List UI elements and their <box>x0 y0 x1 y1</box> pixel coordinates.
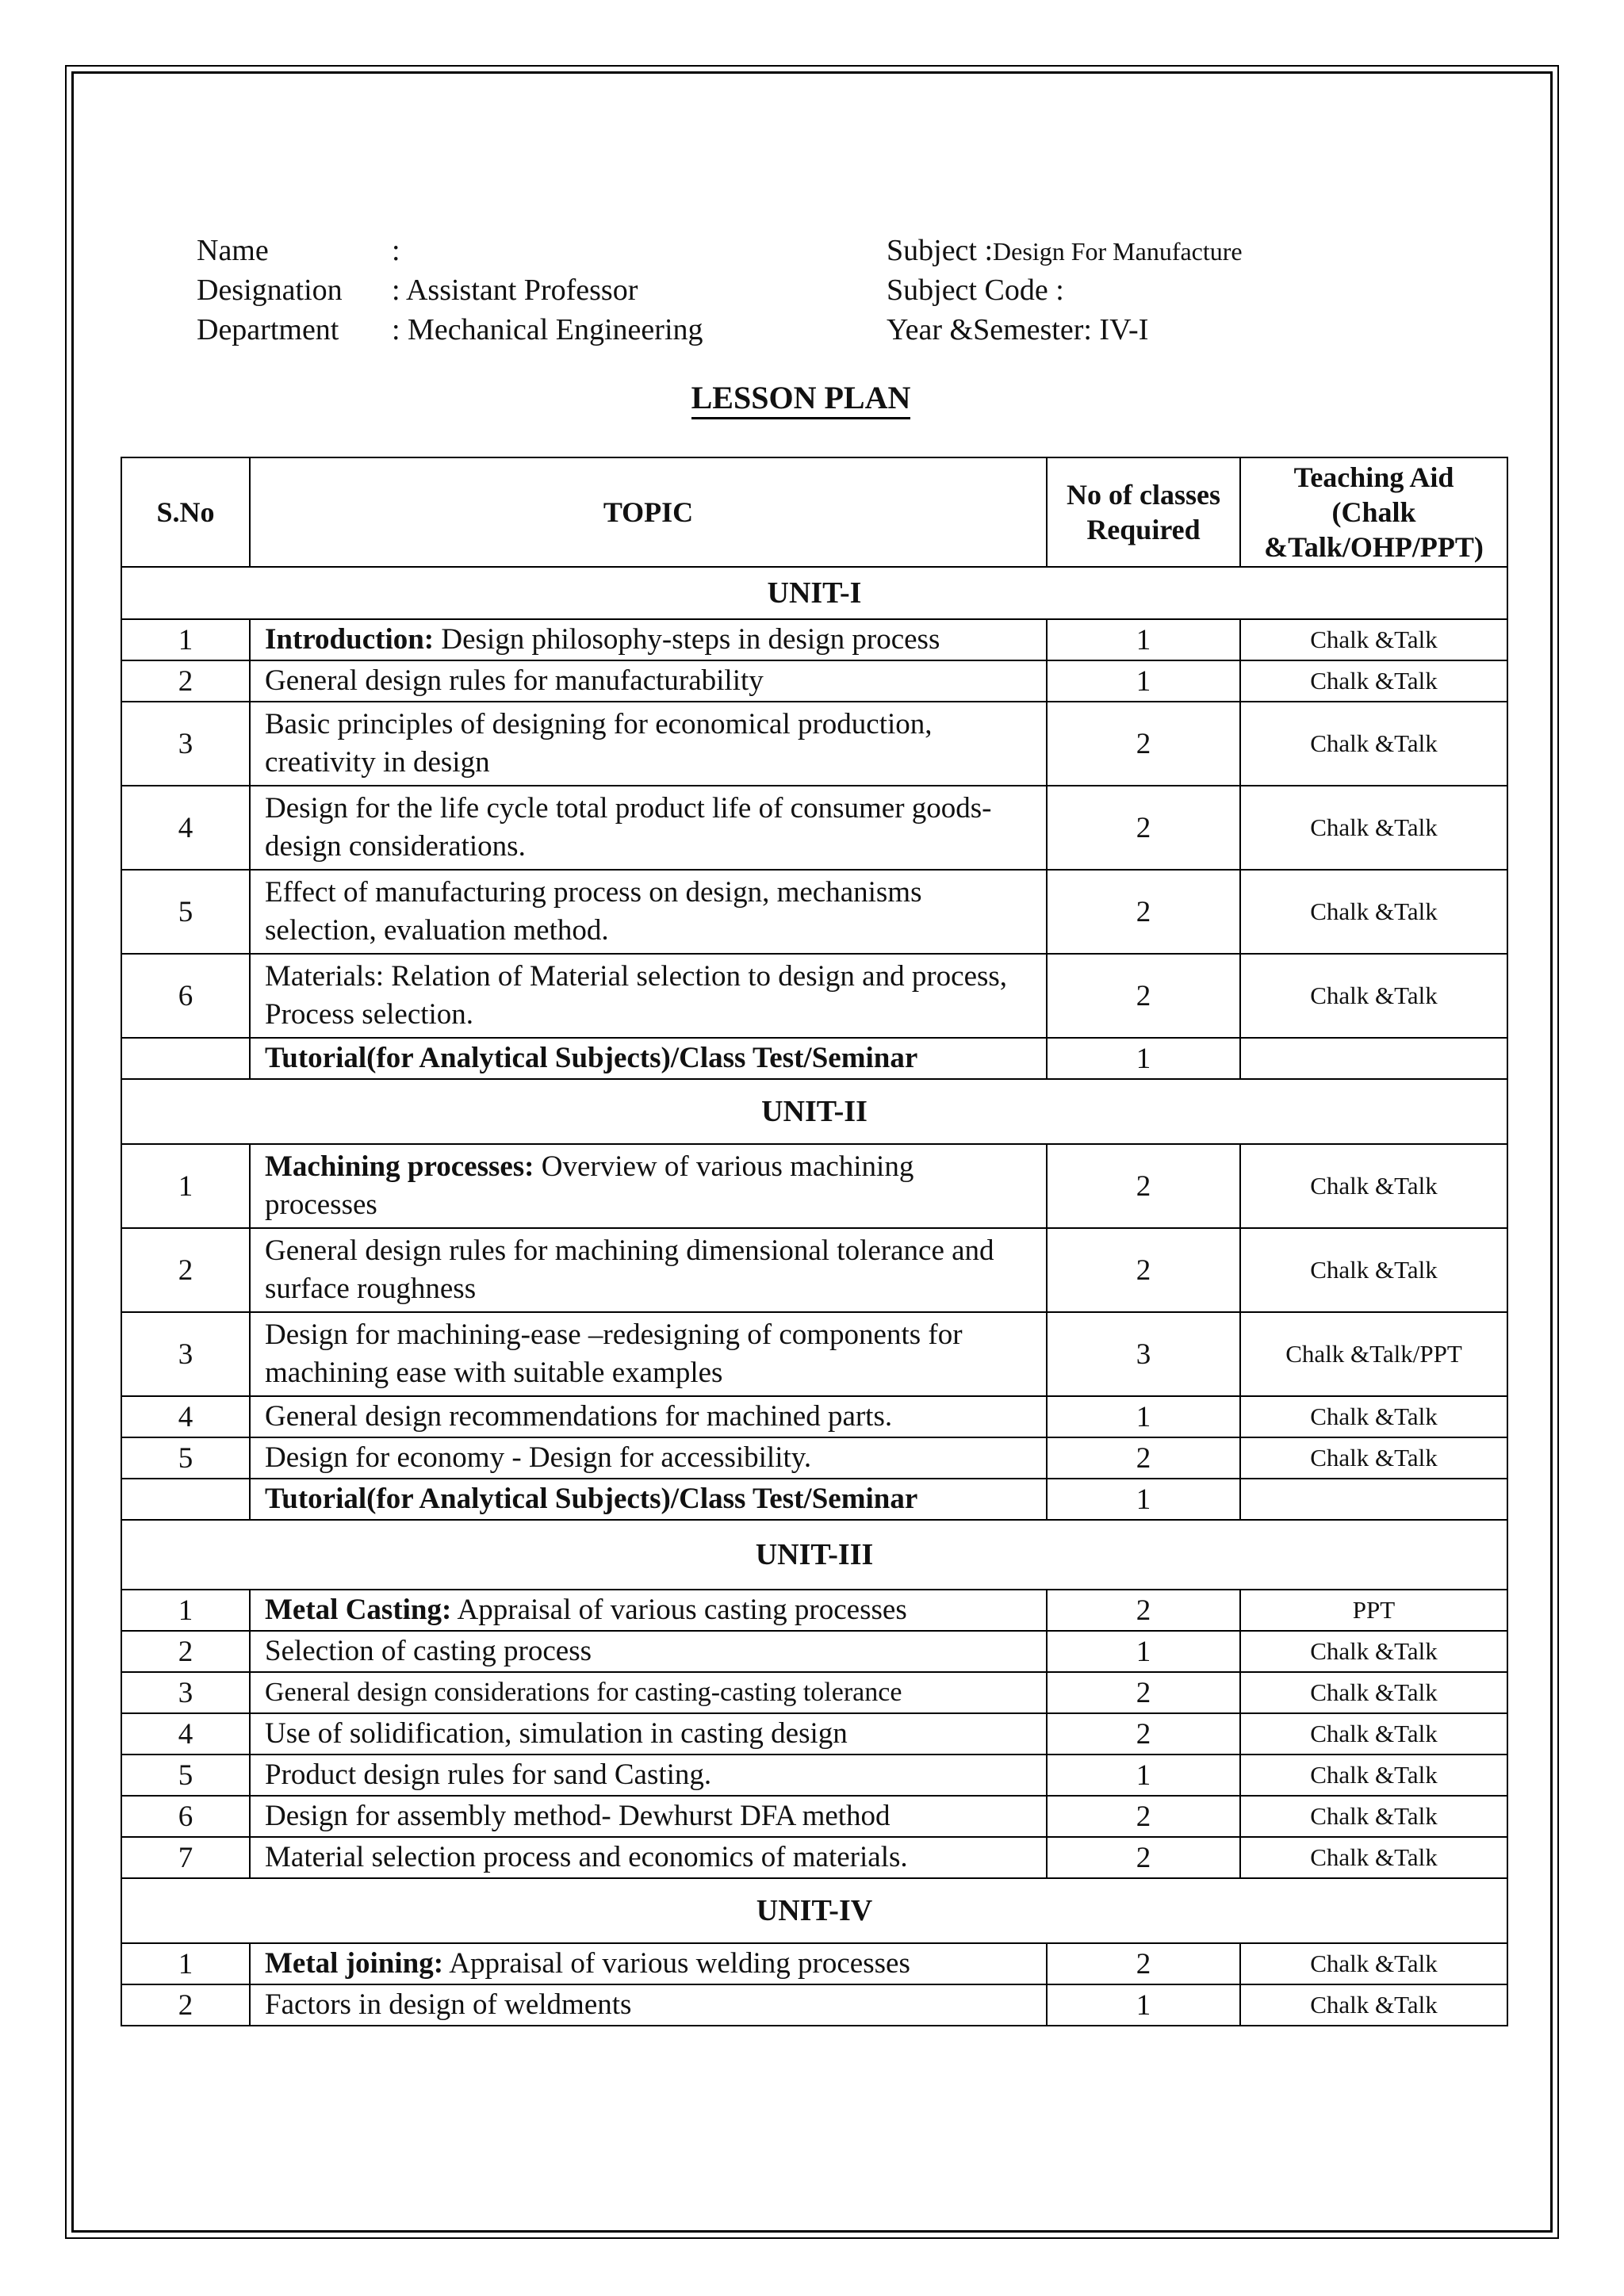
designation-label: Designation <box>197 274 343 307</box>
cell-classes: 3 <box>1047 1312 1240 1396</box>
cell-aid: Chalk &Talk <box>1240 1796 1507 1837</box>
table-row <box>121 1755 1507 1796</box>
cell-topic: Design for the life cycle total product life of consumer goods-design considerations. <box>250 786 1047 870</box>
table-row <box>121 1312 1507 1396</box>
cell-sno: 5 <box>121 870 250 954</box>
table-row <box>121 1713 1507 1755</box>
cell-aid: PPT <box>1240 1590 1507 1631</box>
cell-sno: 3 <box>121 1672 250 1713</box>
cell-sno: 2 <box>121 1984 250 2026</box>
department-label: Department <box>197 313 339 346</box>
cell-aid: Chalk &Talk <box>1240 660 1507 702</box>
unit-row <box>121 1878 1507 1943</box>
cell-topic: Design for economy - Design for accessibility. <box>250 1437 1047 1479</box>
cell-aid: Chalk &Talk <box>1240 1837 1507 1878</box>
cell-topic: Tutorial(for Analytical Subjects)/Class Test/Seminar <box>250 1479 1047 1520</box>
cell-sno: 4 <box>121 786 250 870</box>
table-row <box>121 1837 1507 1878</box>
name-label: Name <box>197 234 269 267</box>
tutorial-row <box>121 1038 1507 1079</box>
cell-classes: 2 <box>1047 786 1240 870</box>
cell-aid: Chalk &Talk <box>1240 1144 1507 1228</box>
cell-topic: Materials: Relation of Material selection to design and process, Process selection. <box>250 954 1047 1038</box>
name-value: : <box>392 234 400 267</box>
cell-classes: 1 <box>1047 1631 1240 1672</box>
cell-aid: Chalk &Talk <box>1240 1228 1507 1312</box>
topic-heading: Metal Casting: <box>265 1594 452 1626</box>
cell-classes: 1 <box>1047 660 1240 702</box>
cell-aid: Chalk &Talk <box>1240 1713 1507 1755</box>
table-row <box>121 1144 1507 1228</box>
topic-heading: Introduction: <box>265 623 435 656</box>
tutorial-row <box>121 1479 1507 1520</box>
cell-aid: Chalk &Talk <box>1240 702 1507 786</box>
topic-text: Appraisal of various casting processes <box>451 1594 907 1626</box>
cell-classes: 2 <box>1047 1943 1240 1984</box>
designation-value: : Assistant Professor <box>392 274 638 307</box>
cell-aid: Chalk &Talk <box>1240 786 1507 870</box>
header-right <box>887 230 1243 349</box>
table-row <box>121 1631 1507 1672</box>
cell-sno: 1 <box>121 1144 250 1228</box>
column-header-aid: Teaching Aid (Chalk &Talk/OHP/PPT) <box>1240 457 1507 567</box>
table-row <box>121 1437 1507 1479</box>
cell-topic <box>250 1144 1047 1228</box>
cell-topic: Factors in design of weldments <box>250 1984 1047 2026</box>
cell-topic <box>250 1590 1047 1631</box>
table-row <box>121 1943 1507 1984</box>
cell-classes: 2 <box>1047 1713 1240 1755</box>
subject-label: Subject : <box>887 234 994 267</box>
cell-classes: 2 <box>1047 954 1240 1038</box>
cell-classes: 2 <box>1047 1437 1240 1479</box>
page-title: LESSON PLAN <box>0 379 1602 416</box>
cell-sno: 2 <box>121 1631 250 1672</box>
cell-classes: 1 <box>1047 619 1240 660</box>
cell-classes: 2 <box>1047 1590 1240 1631</box>
column-header-sno: S.No <box>121 457 250 567</box>
table-row <box>121 660 1507 702</box>
cell-sno: 5 <box>121 1755 250 1796</box>
cell-topic: Product design rules for sand Casting. <box>250 1755 1047 1796</box>
cell-sno: 3 <box>121 702 250 786</box>
cell-sno: 2 <box>121 1228 250 1312</box>
cell-topic: Use of solidification, simulation in casting design <box>250 1713 1047 1755</box>
cell-sno: 1 <box>121 1943 250 1984</box>
cell-classes: 2 <box>1047 702 1240 786</box>
cell-topic: Design for machining-ease –redesigning of components for machining ease with suitable examples <box>250 1312 1047 1396</box>
topic-text: Design philosophy-steps in design process <box>434 623 940 656</box>
cell-classes: 2 <box>1047 1144 1240 1228</box>
table-row <box>121 1984 1507 2026</box>
topic-heading: Metal joining: <box>265 1947 444 1980</box>
cell-classes: 2 <box>1047 870 1240 954</box>
cell-topic: General design recommendations for machined parts. <box>250 1396 1047 1437</box>
year-semester-label: Year &Semester: IV-I <box>887 313 1149 346</box>
cell-topic <box>250 1943 1047 1984</box>
table-row <box>121 870 1507 954</box>
cell-sno: 2 <box>121 660 250 702</box>
unit-row <box>121 567 1507 619</box>
cell-aid: Chalk &Talk <box>1240 954 1507 1038</box>
cell-classes: 1 <box>1047 1479 1240 1520</box>
cell-topic: General design rules for manufacturability <box>250 660 1047 702</box>
cell-topic: General design rules for machining dimensional tolerance and surface roughness <box>250 1228 1047 1312</box>
topic-text: Overview of various machining processes <box>265 1150 914 1221</box>
table-row <box>121 954 1507 1038</box>
table-row <box>121 1672 1507 1713</box>
cell-topic: General design considerations for casting-casting tolerance <box>250 1672 1047 1713</box>
cell-sno: 7 <box>121 1837 250 1878</box>
cell-classes: 2 <box>1047 1228 1240 1312</box>
cell-classes: 1 <box>1047 1396 1240 1437</box>
unit-label: UNIT-II <box>121 1079 1507 1144</box>
cell-aid: Chalk &Talk <box>1240 1672 1507 1713</box>
cell-topic: Design for assembly method- Dewhurst DFA method <box>250 1796 1047 1837</box>
cell-classes: 1 <box>1047 1755 1240 1796</box>
cell-sno: 6 <box>121 954 250 1038</box>
cell-aid: Chalk &Talk <box>1240 1396 1507 1437</box>
cell-sno <box>121 1038 250 1079</box>
unit-label: UNIT-IV <box>121 1878 1507 1943</box>
cell-aid: Chalk &Talk <box>1240 1943 1507 1984</box>
cell-sno: 1 <box>121 1590 250 1631</box>
cell-sno: 1 <box>121 619 250 660</box>
subject-value: Design For Manufacture <box>993 237 1243 266</box>
table-row <box>121 619 1507 660</box>
header-values-left <box>392 230 703 349</box>
cell-classes: 2 <box>1047 1672 1240 1713</box>
cell-topic: Material selection process and economics of materials. <box>250 1837 1047 1878</box>
cell-aid: Chalk &Talk <box>1240 1437 1507 1479</box>
unit-row <box>121 1079 1507 1144</box>
cell-classes: 1 <box>1047 1038 1240 1079</box>
topic-text: Appraisal of various welding processes <box>443 1947 910 1980</box>
cell-aid: Chalk &Talk <box>1240 1984 1507 2026</box>
lesson-plan-table <box>121 457 1508 2026</box>
table-row <box>121 1228 1507 1312</box>
cell-topic: Effect of manufacturing process on design, mechanisms selection, evaluation method. <box>250 870 1047 954</box>
subject-line <box>887 230 1243 270</box>
cell-topic: Basic principles of designing for economical production, creativity in design <box>250 702 1047 786</box>
cell-aid <box>1240 1038 1507 1079</box>
topic-heading: Machining processes: <box>265 1150 534 1183</box>
header-labels-left <box>197 230 343 349</box>
cell-aid <box>1240 1479 1507 1520</box>
cell-aid: Chalk &Talk <box>1240 1631 1507 1672</box>
column-header-classes: No of classes Required <box>1047 457 1240 567</box>
cell-topic <box>250 619 1047 660</box>
cell-sno: 4 <box>121 1396 250 1437</box>
table-row <box>121 1396 1507 1437</box>
cell-classes: 2 <box>1047 1837 1240 1878</box>
cell-aid: Chalk &Talk <box>1240 1755 1507 1796</box>
cell-sno: 3 <box>121 1312 250 1396</box>
cell-classes: 2 <box>1047 1796 1240 1837</box>
cell-sno: 4 <box>121 1713 250 1755</box>
cell-aid: Chalk &Talk/PPT <box>1240 1312 1507 1396</box>
department-value: : Mechanical Engineering <box>392 313 703 346</box>
unit-label: UNIT-III <box>121 1520 1507 1590</box>
table-header-row <box>121 457 1507 567</box>
cell-sno: 5 <box>121 1437 250 1479</box>
table-row <box>121 786 1507 870</box>
unit-label: UNIT-I <box>121 567 1507 619</box>
cell-sno <box>121 1479 250 1520</box>
subject-code-label: Subject Code : <box>887 274 1064 307</box>
unit-row <box>121 1520 1507 1590</box>
cell-topic: Tutorial(for Analytical Subjects)/Class Test/Seminar <box>250 1038 1047 1079</box>
cell-classes: 1 <box>1047 1984 1240 2026</box>
cell-topic: Selection of casting process <box>250 1631 1047 1672</box>
cell-aid: Chalk &Talk <box>1240 870 1507 954</box>
cell-aid: Chalk &Talk <box>1240 619 1507 660</box>
table-row <box>121 702 1507 786</box>
cell-sno: 6 <box>121 1796 250 1837</box>
column-header-topic: TOPIC <box>250 457 1047 567</box>
table-row <box>121 1590 1507 1631</box>
table-row <box>121 1796 1507 1837</box>
